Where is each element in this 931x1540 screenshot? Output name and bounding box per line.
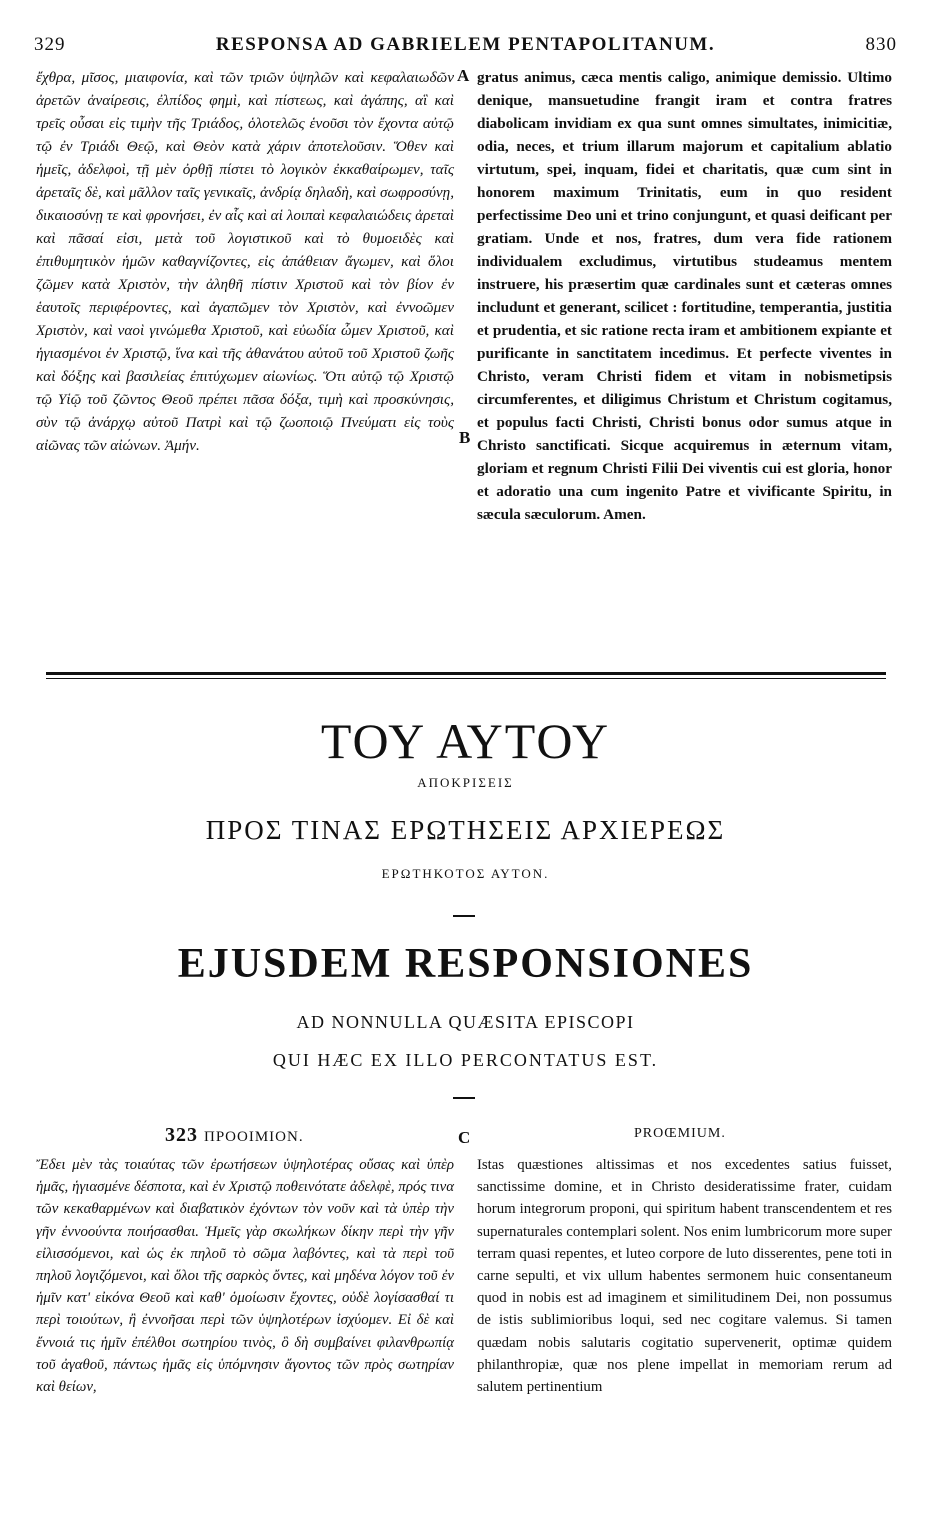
- column-number: 323: [165, 1124, 198, 1146]
- section-divider-thin: [46, 678, 886, 679]
- greek-title: ΤΟΥ ΑΥΤΟΥ: [320, 713, 611, 769]
- greek-text-column-bottom: Ἔδει μὲν τὰς τοιαύτας τῶν ἐρωτήσεων ὑψηλοτέρας οὔσας καὶ ὑπὲρ ἡμᾶς, ἡγιασμένε δέσποτα, καὶ ἐν Χριστῷ ποθεινότατε ἀδελφὲ, πρός τινα τῶν κεκαθαρμένων καὶ διαβατικὸν ἐχόντων τὸν νοῦν καὶ τὰ ὑπὲρ τὴν γῆν ἐννοούντα ποιήσασθαι. Ἡμεῖς γὰρ σκωλήκων δίκην περὶ τὴν γῆν εἰλισσόμενοι, καὶ ὡς ἐκ πηλοῦ τὸ σῶμα λαβόντες, καὶ τὰ περὶ τοῦ πηλοῦ λογιζόμενοι, καὶ ὅλοι τῆς σαρκὸς ὄντες, καὶ μηδένα λόγον τοῦ ἐν ἡμῖν κατ' εἰκόνα Θεοῦ καὶ καθ' ὁμοίωσιν ἔχοντες, οὐδὲ λογίσασθαί τι περὶ τοιούτων, ἢ ἐννοῆσαι περὶ τῶν ὑψηλοτέρων ἰσχύομεν. Εἰ δὲ καὶ ἔννοιά τις ἡμῖν ἐπέλθοι σωτηρίου τινὸς, ὃ δὴ συμβαίνει φιλανθρωπίᾳ τοῦ ἀγαθοῦ, πάντως ἡμᾶς εἰς ὑπόμνησιν ἄγοντος τῶν πρὸς σωτηρίαν καὶ θείων,: [36, 1157, 454, 1396]
- latin-title: EJUSDEM RESPONSIONES: [177, 941, 754, 987]
- greek-subtitle-3: ΕΡΩΤΗΚΟΤΟΣ ΑΥΤΟΝ.: [381, 866, 550, 881]
- latin-subtitle-2: QUI HÆC EX ILLO PERCONTATUS EST.: [272, 1050, 659, 1070]
- title-dash-lower: [453, 1097, 475, 1099]
- latin-section-heading: PROŒMIUM.: [634, 1126, 726, 1141]
- running-header: [34, 30, 897, 60]
- greek-subtitle-1: ΑΠΟΚΡΙΣΕΙΣ: [417, 775, 514, 790]
- margin-marker-b: B: [459, 428, 471, 447]
- margin-marker-a: A: [457, 66, 470, 85]
- greek-text-column-top: ἔχθρα, μῖσος, μιαιφονία, καὶ τῶν τριῶν ὑψηλῶν καὶ κεφαλαιωδῶν ἀρετῶν ἀναίρεσις, ἐλπίδος φημὶ, καὶ πίστεως, καὶ ἀγάπης, αἳ καὶ τρεῖς οὖσαι εἰς τιμὴν τῆς Τριάδος, ὁλοτελῶς ἑνοῦσι τὸν ἔχοντα αὐτῷ τῷ ἐν Τριάδι Θεῷ, καὶ Θεὸν κατὰ χάριν ἀποτελοῦσιν. Ὅθεν καὶ ἡμεῖς, ἀδελφοὶ, τῇ μὲν ὀρθῇ πίστει τὸ λογικὸν ἐκκαθαίρωμεν, ταῖς ἀρεταῖς δὲ, καὶ μᾶλλον ταῖς γενικαῖς, ἀνδρίᾳ δηλαδὴ, καὶ σωφροσύνῃ, δικαιοσύνῃ τε καὶ φρονήσει, ἐν αἷς καὶ αἱ λοιπαὶ κεφαλαιώδεις ἀρεταὶ καὶ πᾶσαί εἰσι, μετὰ τοῦ λογιστικοῦ καὶ τὸ θυμοειδὲς καὶ ἐπιθυμητικὸν ἡμῶν καθαγνίζοντες, εἰς ἀπάθειαν ἄγωμεν, καὶ ὅλοι ζῶμεν κατὰ Χριστὸν, τὴν ἀληθῆ πίστιν Χριστοῦ καὶ τὸν βίον ἐν ἑαυτοῖς περιφέροντες, καὶ ἀγαπῶμεν τὸν Χριστὸν, καὶ ἐννοῶμεν Χριστὸν, καὶ ναοὶ γινώμεθα Χριστοῦ, καὶ εὐωδία ὦμεν Χριστοῦ, καὶ ἡγιασμένοι ἐν Χριστῷ, ἵνα καὶ τῆς ἀθανάτου αὐτοῦ τοῦ Χριστοῦ ζωῆς καὶ δόξης καὶ βασιλείας ἐπιτύχωμεν αἰωνίως. Ὅτι αὐτῷ τῷ Χριστῷ τῷ Υἱῷ τοῦ ζῶντος Θεοῦ πρέπει πᾶσα δόξα, τιμὴ καὶ προσκύνησις, σὺν τῷ ἀνάρχῳ αὐτοῦ Πατρὶ καὶ τῷ ζωοποιῷ Πνεύματι εἰς τοὺς αἰῶνας τῶν αἰώνων. Ἀμήν.: [36, 69, 454, 454]
- title-dash: [453, 915, 475, 917]
- latin-text-column-bottom: Istas quæstiones altissimas et nos excedentes satius fuisset, sanctissime domine, et in Christo desideratissime frater, cuidam horum integrorum proponi, qui spiritum habent transcendentem et res supernaturales contemplari solent. Nos enim lumbricorum more super terram quasi repentes, et luteo corpore de luto disserentes, pene toti in carne sepulti, et vix ullum habentes sermonem huic consentaneum quod in nobis est ad imaginem et similitudinem Dei, non possumus de istis sublimioribus loqui, sed nec cogitare valemus. Si tamen quædam nobis salutaris cogitatio supervenerit, optimæ quidem philanthropiæ, quæ nos plene impellat in memoriam rerum ad salutem pertinentium: [477, 1157, 892, 1396]
- page-number-right: 830: [865, 34, 897, 55]
- section-divider-thick: [46, 672, 886, 675]
- latin-subtitle-1: AD NONNULLA QUÆSITA EPISCOPI: [296, 1012, 635, 1032]
- greek-heading-text: ΠΡΟΟΙΜΙΟΝ.: [204, 1129, 304, 1145]
- greek-section-heading: [165, 1124, 304, 1147]
- page-number-left: 329: [34, 34, 66, 55]
- margin-marker-c: C: [458, 1128, 471, 1147]
- running-title: RESPONSA AD GABRIELEM PENTAPOLITANUM.: [215, 34, 716, 55]
- latin-text-column-top: gratus animus, cæca mentis caligo, animique demissio. Ultimo denique, mansuetudine frangit iram et contra fratres diabolicam invidiam ex qua sunt omnes simultates, inimicitiæ, odia, neces, et trium illarum majorum et capitalium ablatio virtutum, spei, inquam, fidei et charitatis, quæ cum sint in honorem maximum Trinitatis, eum in quo resident perfectissime Deo uni et trino conjungunt, et quasi deificant per gratiam. Unde et nos, fratres, dum vera fide rationem individualem excludimus, virtutibus studeamus mentem instruere, his præsertim quæ cardinales sunt et cæteras omnes includunt et generant, scilicet : fortitudine, temperantia, justitia et prudentia, et sic ratione recta iram et ambitionem expiante et purificante in sanctitatem incedimus. Et perfecte viventes in Christo, veram Christi fidem et vitam in nobismetipsis circumferentes, et diligimus Christum et Christum cogitamus, et populus facti Christi, Christi bonus odor sumus atque in Christo sanctificati. Sicque acquiremus in æternum vitam, gloriam et regnum Christi Filii Dei viventis cui est gloria, honor et adoratio una cum ingenito Patre et vivificante Spiritu, in sæcula sæculorum. Amen.: [477, 69, 892, 523]
- greek-subtitle-2: ΠΡΟΣ ΤΙΝΑΣ ΕΡΩΤΗΣΕΙΣ ΑΡΧΙΕΡΕΩΣ: [205, 815, 726, 845]
